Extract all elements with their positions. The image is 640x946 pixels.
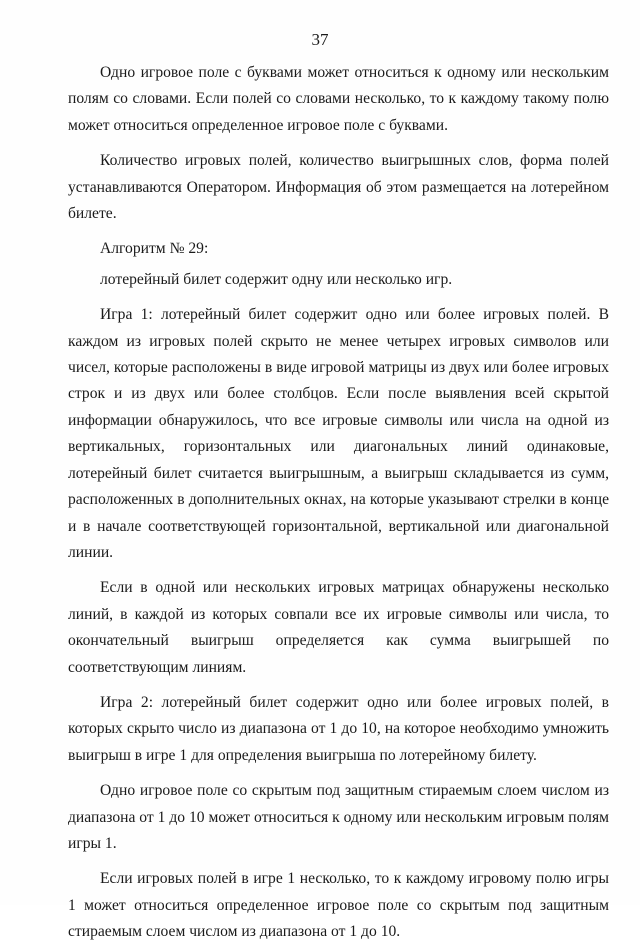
paragraph-game-1: Игра 1: лотерейный билет содержит одно или более игровых полей. В каждом из игровых полей скрыто не менее четырех игровых символов или чисел, которые расположены в виде игровой матрицы из двух или более игровых строк и из двух или более столбцов. Если после выявления всей скрытой информации обнаружилось, что все игровые символы или числа на одной из вертикальных, горизонтальных или диагональных линий одинаковые, лотерейный билет считается выигрышным, а выигрыш складывается из сумм, расположенных в дополнительных окнах, на которые указывают стрелки в конце и в начале соответствующей горизонтальной, вертикальной или диагональной линии. (68, 306, 609, 561)
paragraph-multiple-game-fields: Если игровых полей в игре 1 несколько, то к каждому игровому полю игры 1 может относиться определенное игровое поле со скрытым под защитным стираемым слоем числом из диапазона от 1 до 10. (68, 870, 609, 941)
paragraph-fields-count: Количество игровых полей, количество выигрышных слов, форма полей устанавливаются Оператором. Информация об этом размещается на лотерейном билете. (68, 152, 609, 223)
paragraph-game-2: Игра 2: лотерейный билет содержит одно или более игровых полей, в которых скрыто число из диапазона от 1 до 10, на которое необходимо умножить выигрыш в игре 1 для определения выигрыша по лотерейному билету. (68, 693, 609, 764)
paragraph-multiplier-field: Одно игровое поле со скрытым под защитным стираемым слоем числом из диапазона от 1 до 10 может относиться к одному или нескольким игровым полям игры 1. (68, 782, 609, 852)
paragraph-letter-fields: Одно игровое поле с буквами может относиться к одному или нескольким полям со словами. Если полей со словами несколько, то к каждому такому полю может относиться определенное игровое поле с буквами. (68, 64, 609, 134)
page-number: 37 (311, 30, 329, 49)
paragraph-ticket-games: лотерейный билет содержит одну или несколько игр. (100, 270, 453, 288)
document-body (68, 60, 609, 946)
paragraph-multiple-lines: Если в одной или нескольких игровых матрицах обнаружены несколько линий, в каждой из которых совпали все их игровые символы или числа, то окончательный выигрыш определяется как сумма выигрышей по соответствующим линиям. (68, 579, 609, 676)
paragraph-algorithm-heading: Алгоритм № 29: (100, 240, 209, 258)
